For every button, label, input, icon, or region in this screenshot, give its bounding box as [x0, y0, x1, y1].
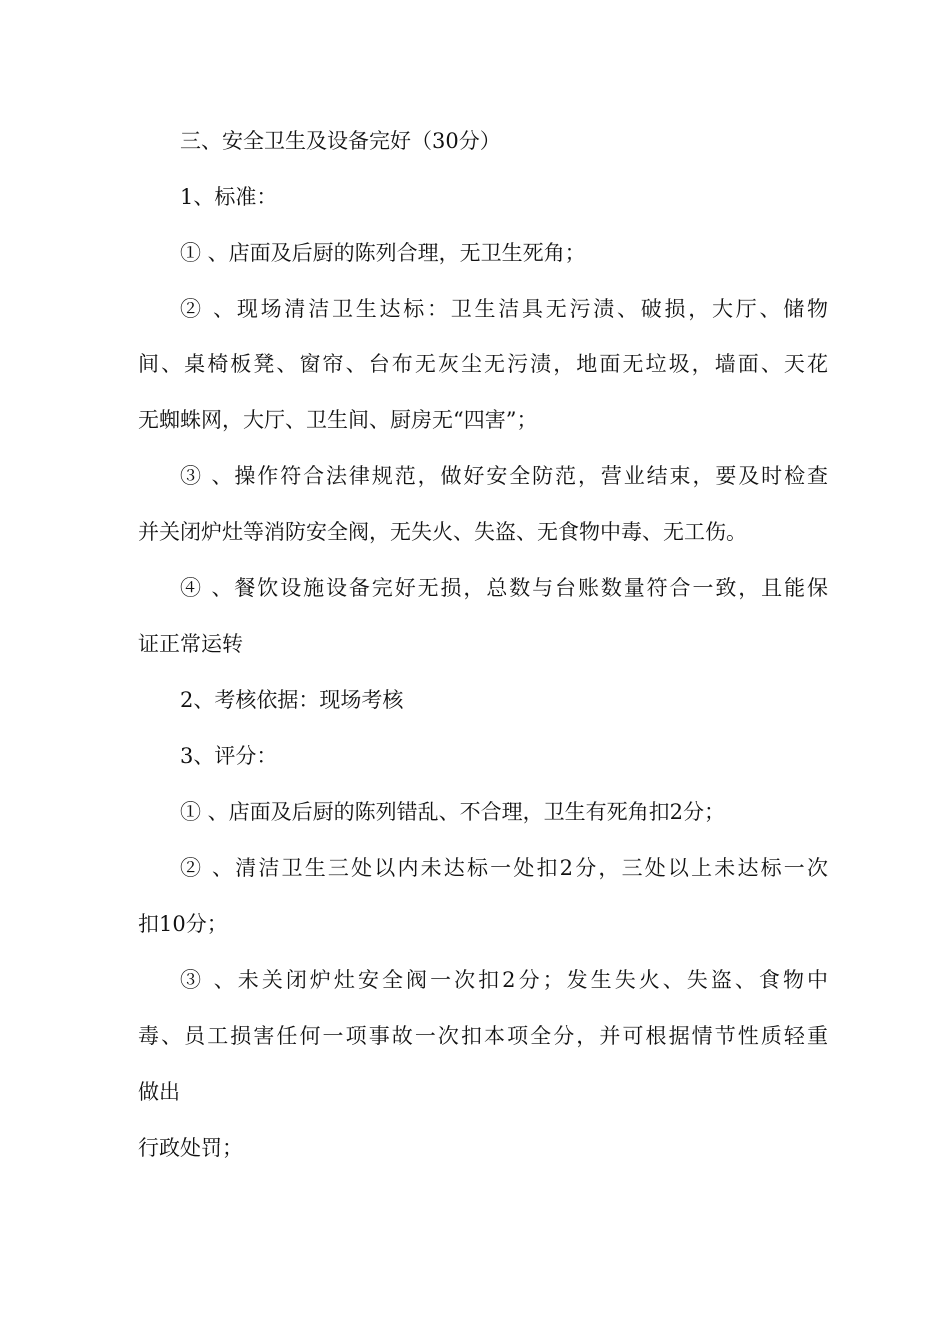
- subsection-standard-heading: 1、标准：: [180, 185, 278, 209]
- scoring-item-3-line-2: 毒、员工损害任何一项事故一次扣本项全分，并可根据情节性质轻重: [138, 1024, 828, 1048]
- standard-item-2-line-2: 间、桌椅板凳、窗帘、台布无灰尘无污渍，地面无垃圾，墙面、天花: [138, 352, 828, 376]
- scoring-item-3-line-4: 行政处罚；: [138, 1136, 243, 1160]
- standard-item-2-line-1: ② 、现场清洁卫生达标：卫生洁具无污渍、破损，大厅、储物: [180, 297, 828, 321]
- subsection-scoring-heading: 3、评分：: [180, 744, 278, 768]
- scoring-item-2-line-2: 扣10分；: [138, 912, 228, 936]
- standard-item-4-line-1: ④ 、餐饮设施设备完好无损，总数与台账数量符合一致，且能保: [180, 576, 828, 600]
- standard-item-3-line-2: 并关闭炉灶等消防安全阀，无失火、失盗、无食物中毒、无工伤。: [138, 520, 747, 544]
- section-heading: 三、安全卫生及设备完好（30分）: [180, 129, 501, 153]
- scoring-item-3-line-1: ③ 、未关闭炉灶安全阀一次扣2分；发生失火、失盗、食物中: [180, 968, 828, 992]
- scoring-item-2-line-1: ② 、清洁卫生三处以内未达标一处扣2分，三处以上未达标一次: [180, 856, 828, 880]
- standard-item-4-line-2: 证正常运转: [138, 632, 243, 656]
- subsection-basis-heading: 2、考核依据：现场考核: [180, 688, 404, 712]
- standard-item-1: ① 、店面及后厨的陈列合理，无卫生死角；: [180, 241, 586, 265]
- scoring-item-1: ① 、店面及后厨的陈列错乱、不合理，卫生有死角扣2分；: [180, 800, 726, 824]
- scoring-item-3-line-3: 做出: [138, 1080, 180, 1104]
- standard-item-2-line-3: 无蜘蛛网，大厅、卫生间、厨房无“四害”；: [138, 408, 538, 432]
- standard-item-3-line-1: ③ 、操作符合法律规范，做好安全防范，营业结束，要及时检查: [180, 464, 828, 488]
